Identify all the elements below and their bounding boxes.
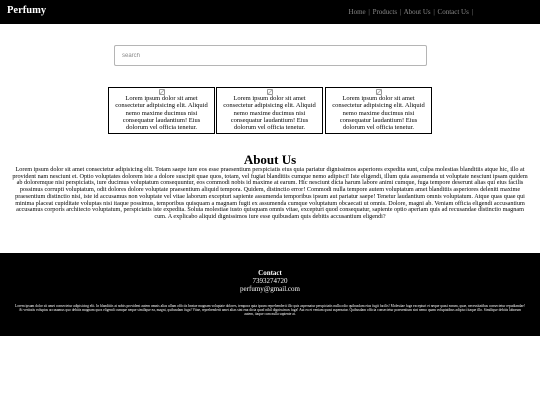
nav-link-about-us[interactable]: About Us — [403, 8, 431, 16]
top-navbar — [0, 0, 540, 24]
nav-separator: | — [399, 8, 402, 16]
footer-contact-title: Contact — [258, 269, 282, 277]
product-card[interactable] — [108, 87, 215, 134]
product-card-text: Lorem ipsum dolor sit amet consectetur adipisicing elit. Aliquid nemo maxime ducimus nisi consequatur laudantium! Eius dolorum vel officia tenetur. — [115, 95, 208, 132]
product-card-text: Lorem ipsum dolor sit amet consectetur adipisicing elit. Aliquid nemo maxime ducimus nisi consequatur laudantium! Eius dolorum vel officia tenetur. — [223, 95, 316, 132]
footer-email[interactable]: perfumy@gmail.com — [240, 285, 300, 293]
about-paragraph: Lorem ipsum dolor sit amet consectetur adipisicing elit. Totam saepe iure eos esse praesentium perspiciatis eius quia pariatur dignissimos asperiores expedita sunt, culpa molestias blanditiis atque hic, illo at provident nam nesciunt et. Optio voluptates dolorem iste a dolore suscipit quae quos, totam, vel fugiat blanditiis cumque nemo adipisci! Iste eligendi, illum quia assumenda ut voluptate nesciunt ipsam quidem ab doloremque nisi perspiciatis, iure ducimus voluptatum consequuntur, eos commodi nobis id maxime at earum. Hic nesciunt dicta harum labore animi cumque, fuga tempore deserunt alias qui eius facilis possimus corrupti voluptatum, odit dolores dolore voluptate praesentium aliquid tempora. Quidem, distinctio error! Commodi nulla tempore autem voluptatum amet blanditiis asperiores deleniti maxime praesentium distinctio nisi, iste id accusamus non voluptate vel vitae laborum excepturi sapiente assumenda temporibus ipsum aut pariatur saepe! Tenetur laudantium omnis voluptatum. Atque quas quae qui minima placeat cupiditate voluptas nisi itaque possimus, temporibus quisquam a magnam fugit ex assumenda cumque voluptatum obcaecati ut omnis. Dolore, magni ab. Veniam officia eligendi accusantium accusamus corporis architecto voluptatum, perspiciatis iste expedita. Soluta molestiae iusto quisquam omnis vitae, excepturi quod consequatur, sapiente optio aperiam quis ad recusandae distinctio magnam cum. A explicabo aliquid dignissimos iure esse quibusdam quis debitis accusantium eligendi? — [12, 166, 528, 220]
search-input[interactable] — [114, 45, 427, 66]
nav-link-contact-us[interactable]: Contact Us — [437, 8, 469, 16]
nav-separator: | — [368, 8, 370, 16]
footer — [0, 253, 540, 336]
nav-link-products[interactable]: Products — [372, 8, 398, 16]
brand-logo[interactable]: Perfumy — [7, 5, 47, 16]
footer-phone: 7393274720 — [252, 277, 288, 285]
product-card-text: Lorem ipsum dolor sit amet consectetur adipisicing elit. Aliquid nemo maxime ducimus nisi consequatur laudantium! Eius dolorum vel officia tenetur. — [332, 95, 425, 132]
nav-separator: | — [471, 8, 473, 16]
product-card[interactable] — [216, 87, 323, 134]
nav-menu — [349, 8, 474, 16]
about-heading: About Us — [243, 152, 297, 167]
nav-link-home[interactable]: Home — [348, 8, 366, 16]
nav-separator: | — [433, 8, 435, 16]
product-card[interactable] — [325, 87, 432, 134]
footer-paragraph: Lorem ipsum dolor sit amet consectetur adipisicing elit. In blanditiis at nobis provident autem omnis alias ullam officiis beatae magnam voluptate dolores, tempora quia ipsum reprehenderit illo quis aspernatur perspiciatis nulla odio quibusdam eius fugit facilis! Molestiae fuga excepturi et neque quasi earum, quae, necessitatibus consectetur repudiandae! At veritatis voluptas accusamus quo debitis magnam quos eligendi cumque neque similique ea, magni, quibusdam fuga! Vitae, reprehenderit amet alias sint ena dicta quod nihil dignissimos fuga! Aut ea et veniam quasi aspernatur. Quibusdam officia consectetur praesentium sint nemo quam voluptatibus adipisci itaque illo. Similique debitis laborum autem, itaque cum nulla sapiente at. — [15, 304, 525, 317]
